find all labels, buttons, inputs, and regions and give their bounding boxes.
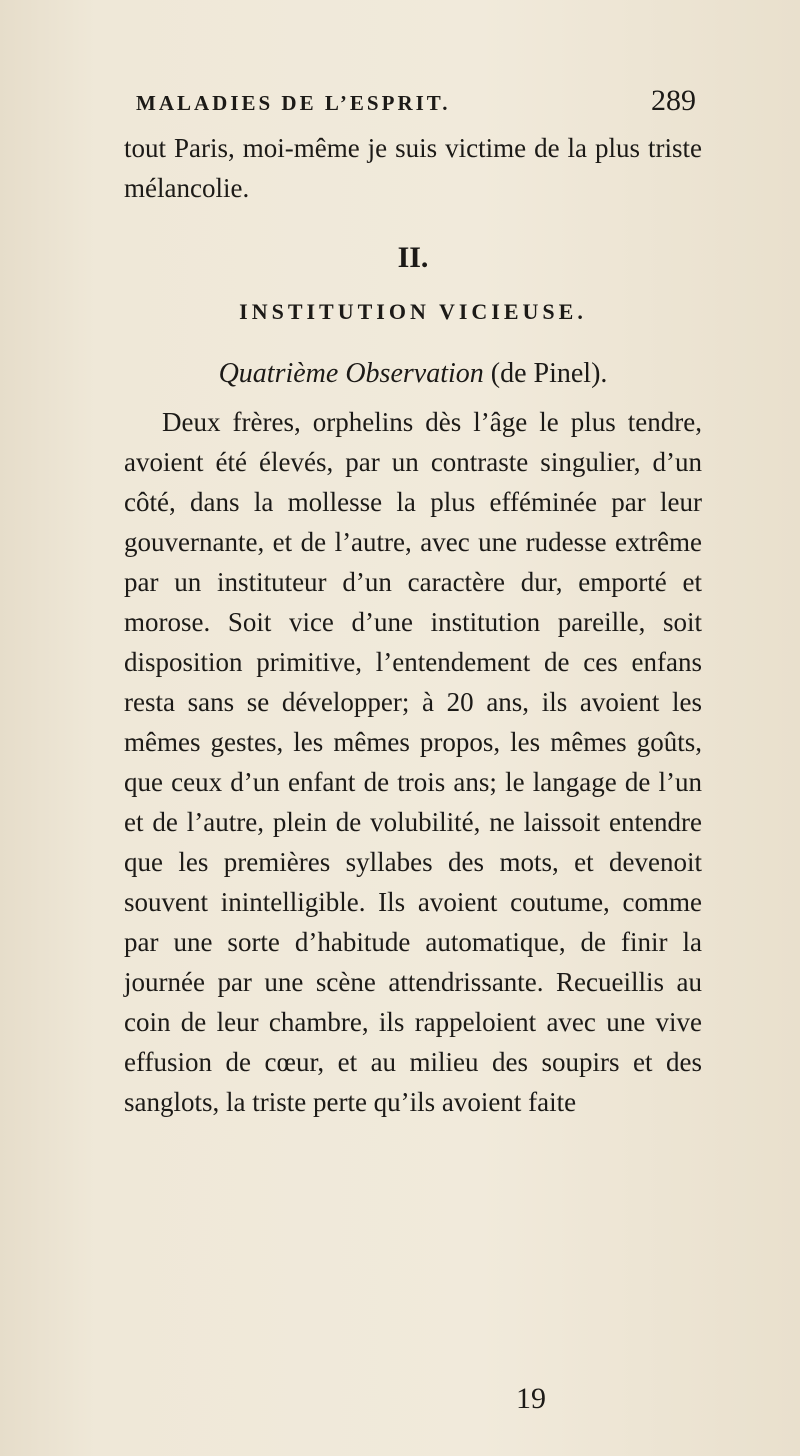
section-title: INSTITUTION VICIEUSE. <box>239 299 587 324</box>
page-number: 289 <box>651 84 696 117</box>
observation-heading <box>124 354 702 394</box>
observation-title: Quatrième Observation <box>218 358 484 389</box>
opening-paragraph: tout Paris, moi-même je suis victime de la plus triste mélancolie. <box>124 133 702 203</box>
section-number: II. <box>397 241 429 274</box>
running-title: MALADIES DE L’ESPRIT. <box>136 91 451 115</box>
observation-source: (de Pinel). <box>490 358 608 389</box>
running-head <box>136 84 696 118</box>
text-block <box>124 128 702 1122</box>
signature-mark: 19 <box>516 1382 546 1415</box>
main-paragraph: Deux frères, orphelins dès l’âge le plus tendre, avoient été élevés, par un contraste singulier, d’un côté, dans la mollesse la plus efféminée par leur gouvernante, et de l’autre, avec une rudesse extrême par un instituteur d’un caractère dur, emporté et morose. Soit vice d’une institution pareille, soit disposition primitive, l’entendement de ces enfans resta sans se développer; à 20 ans, ils avoient les mêmes gestes, les mêmes propos, les mêmes goûts, que ceux d’un enfant de trois ans; le langage de l’un et de l’autre, plein de volubilité, ne laissoit entendre que les premières syllabes des mots, et devenoit souvent inintelligible. Ils avoient coutume, comme par une sorte d’habitude automatique, de finir la journée par une scène attendrissante. Recueillis au coin de leur chambre, ils rappeloient avec une vive effusion de cœur, et au milieu des soupirs et des sanglots, la triste perte qu’ils avoient faite <box>124 407 702 1117</box>
